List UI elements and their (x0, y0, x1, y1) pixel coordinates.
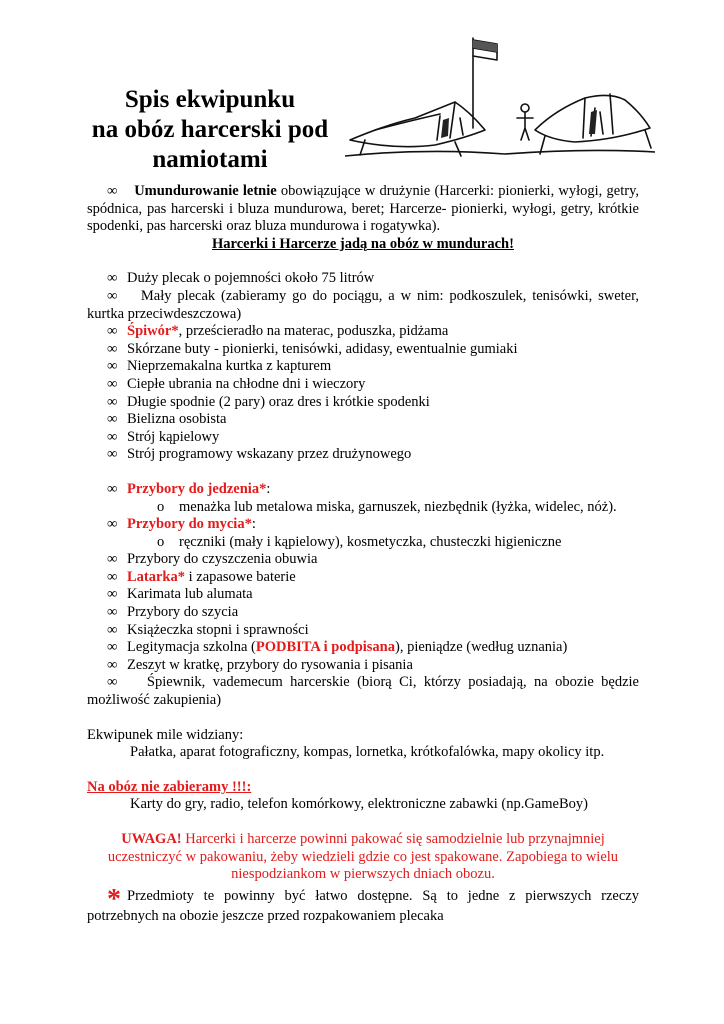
bullet-icon: ∞ (107, 568, 118, 585)
bullet-icon: ∞ (107, 428, 118, 445)
footnote (87, 883, 639, 926)
item-text: Mały plecak (zabieramy go do pociągu, a w nim: podkoszulek, tenisówki, sweter, kurtka przeciwdeszczowa) (87, 287, 639, 322)
item-text: Ciepłe ubrania na chłodne dni i wieczory (127, 375, 366, 392)
item-text: , prześcieradło na materac, poduszka, pidżama (178, 323, 449, 340)
id-stamp-label: PODBITA i podpisana (255, 639, 395, 656)
bullet-icon: ∞ (107, 393, 118, 410)
item-text: : (251, 516, 256, 533)
list-item (87, 569, 639, 587)
title-line-1: Spis ekwipunku (124, 86, 296, 113)
warning-text: Harcerki i harcerze powinni pakować się samodzielnie lub przynajmniej uczestniczyć w pakowaniu, żeby wiedzieli gdzie co jest spakowane. Zapobiega to wielu niespodziankom w pierwszych dniach obozu. (107, 831, 619, 883)
bullet-icon: ∞ (107, 270, 118, 287)
item-text: Długie spodnie (2 pary) oraz dres i krótkie spodenki (127, 393, 430, 410)
item-text: menażka lub metalowa miska, garnuszek, niezbędnik (łyżka, widelec, nóż). (179, 498, 617, 515)
forbidden-text: Karty do gry, radio, telefon komórkowy, elektroniczne zabawki (np.GameBoy) (130, 796, 588, 813)
list-item (87, 376, 639, 394)
bullet-icon: ∞ (107, 621, 118, 638)
bullet-icon: ∞ (107, 323, 118, 340)
list-item (87, 639, 639, 657)
list-item (87, 341, 639, 359)
uniform-label: Umundurowanie letnie (134, 183, 277, 199)
sub-bullet-icon: o (157, 498, 165, 515)
sub-bullet-icon: o (157, 533, 165, 550)
list-item (87, 551, 639, 569)
item-text: Nieprzemakalna kurtka z kapturem (127, 358, 332, 375)
bullet-icon: ∞ (107, 639, 118, 656)
page-title (80, 85, 340, 175)
list-item (87, 394, 639, 412)
item-text: Skórzane buty - pionierki, tenisówki, adidasy, ewentualnie gumiaki (127, 340, 518, 357)
list-item (87, 270, 639, 288)
item-text: ), pieniądze (według uznania) (395, 639, 568, 656)
list-item (87, 657, 639, 675)
item-text: Zeszyt w kratkę, przybory do rysowania i pisania (127, 656, 413, 673)
list-item (87, 288, 639, 323)
item-text: Karimata lub alumata (127, 586, 253, 603)
welcome-heading: Ekwipunek mile widziany: (87, 726, 244, 743)
title-line-2: na obóz harcerski pod (91, 116, 329, 143)
list-item (87, 429, 639, 447)
uniform-note: Harcerki i Harcerze jadą na obóz w mundurach! (212, 235, 514, 252)
asterisk-icon: * (107, 883, 121, 915)
bullet-icon: ∞ (107, 340, 118, 357)
uniform-paragraph (87, 183, 639, 236)
welcome-text: Pałatka, aparat fotograficzny, kompas, lornetka, krótkofalówka, mapy okolicy itp. (130, 744, 605, 761)
sub-item (87, 499, 639, 517)
item-text: ręczniki (mały i kąpielowy), kosmetyczka, chusteczki higieniczne (179, 533, 562, 550)
forbidden-heading: Na obóz nie zabieramy !!!: (87, 778, 252, 795)
list-item (87, 411, 639, 429)
bullet-icon: ∞ (107, 375, 118, 392)
item-text: : (266, 480, 271, 497)
list-item (87, 586, 639, 604)
sleeping-bag-label: Śpiwór* (127, 323, 179, 340)
list-item (87, 358, 639, 376)
item-text: Bielizna osobista (127, 411, 227, 428)
bullet-icon: ∞ (107, 551, 118, 568)
bullet-icon: ∞ (107, 656, 118, 673)
bullet-icon: ∞ (107, 287, 118, 304)
eating-label: Przybory do jedzenia* (127, 480, 267, 497)
list-item (87, 516, 639, 534)
list-item (87, 446, 639, 464)
list-item (87, 674, 639, 709)
footnote-text: Przedmioty te powinny być łatwo dostępne. Są to jedne z pierwszych rzeczy potrzebnych na obozie jeszcze przed rozpakowaniem plecaka (87, 887, 639, 925)
bullet-icon: ∞ (107, 446, 118, 463)
title-line-3: namiotami (152, 146, 268, 173)
item-text: Duży plecak o pojemności około 75 litrów (127, 270, 375, 287)
washing-label: Przybory do mycia* (127, 516, 252, 533)
torch-label: Latarka* (127, 568, 185, 585)
warning-note (87, 831, 639, 884)
bullet-icon: ∞ (107, 411, 118, 428)
bullet-icon: ∞ (107, 604, 118, 621)
item-text: Strój programowy wskazany przez drużynowego (127, 446, 412, 463)
bullet-icon: ∞ (107, 183, 118, 199)
tent-camp-icon (345, 30, 655, 170)
list-item (87, 323, 639, 341)
bullet-icon: ∞ (107, 480, 118, 497)
bullet-icon: ∞ (107, 586, 118, 603)
item-text: Śpiewnik, vademecum harcerskie (biorą Ci, którzy posiadają, na obozie będzie możliwość zakupienia) (87, 674, 639, 709)
equipment-list (87, 183, 639, 926)
uniform-text: obowiązujące w drużynie (Harcerki: pionierki, wyłogi, getry, spódnica, pas harcerski i bluza mundurowa, beret; Harcerze- pionierki, wyłogi, getry, krótkie spodenki, pas harcerski oraz bluza mundurowa i rogatywka). (87, 183, 639, 235)
list-item (87, 622, 639, 640)
item-text: Książeczka stopni i sprawności (127, 621, 309, 638)
list-item (87, 604, 639, 622)
item-text: i zapasowe baterie (185, 568, 296, 585)
bullet-icon: ∞ (107, 358, 118, 375)
item-text: Legitymacja szkolna ( (127, 639, 256, 656)
bullet-icon: ∞ (107, 516, 118, 533)
item-text: Strój kąpielowy (127, 428, 220, 445)
sub-item (87, 534, 639, 552)
bullet-icon: ∞ (107, 674, 118, 691)
warning-label: UWAGA! (121, 831, 182, 847)
item-text: Przybory do czyszczenia obuwia (127, 551, 318, 568)
item-text: Przybory do szycia (127, 604, 239, 621)
list-item (87, 481, 639, 499)
